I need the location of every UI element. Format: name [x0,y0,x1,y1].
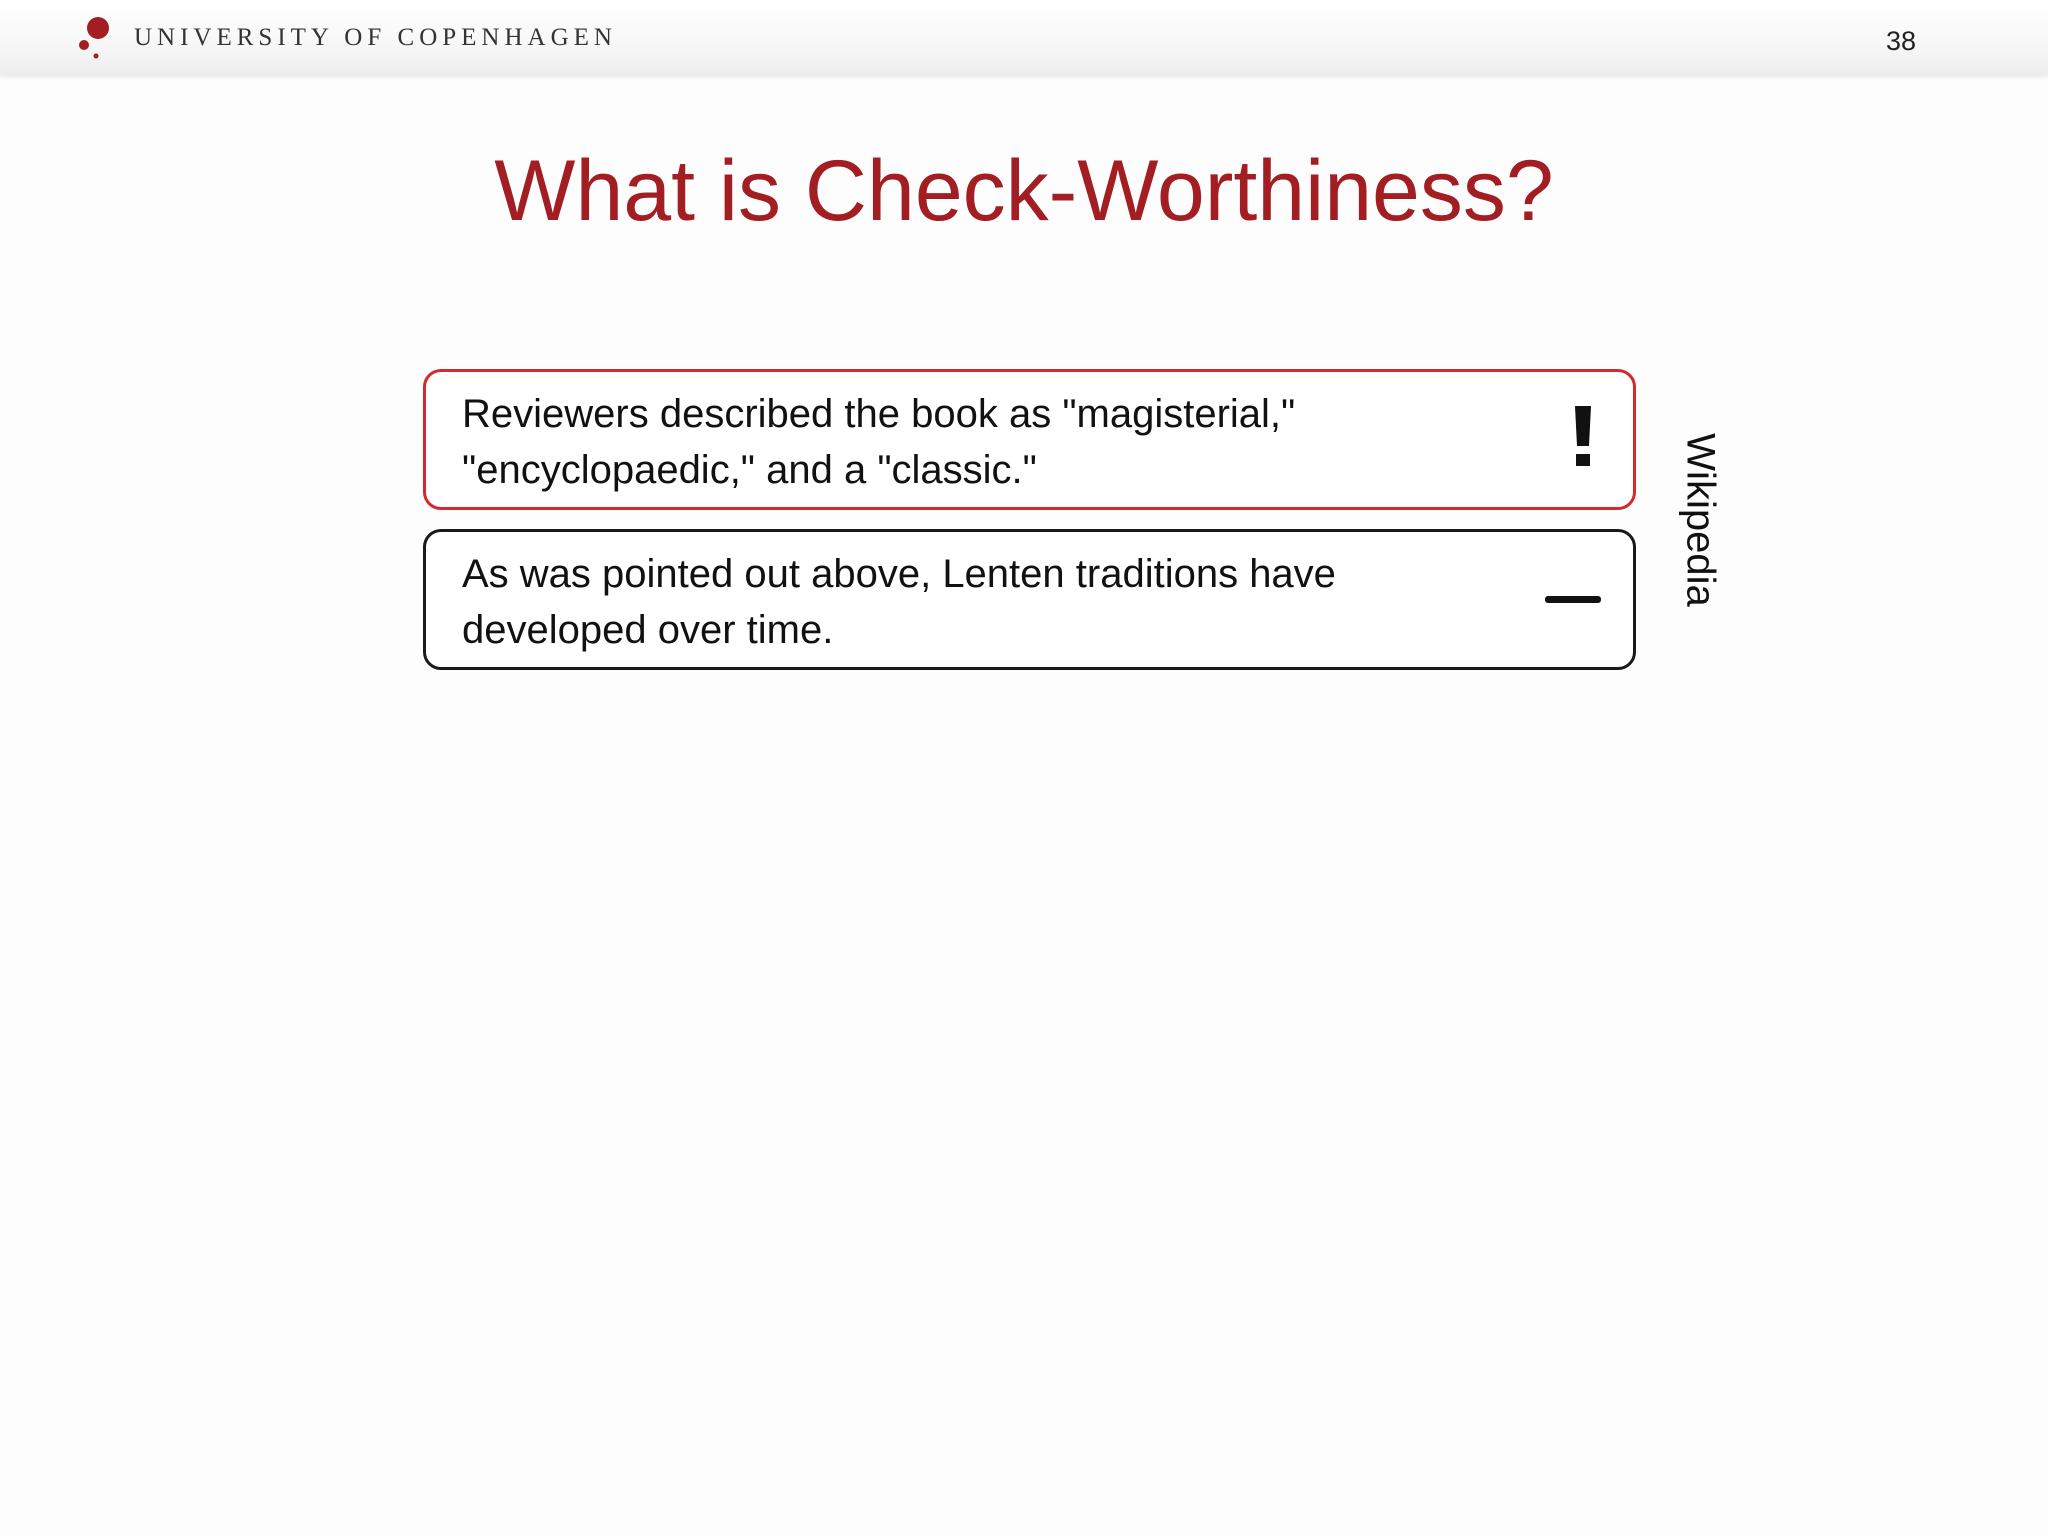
checkworthy-example-box [423,369,1636,510]
page-number: 38 [1885,26,1916,56]
not-checkworthy-example-box [423,529,1636,670]
slide-header [0,0,2048,76]
example-text-line: As was pointed out above, Lenten traditions have [462,552,1336,596]
source-label: Wikipedia [1678,433,1723,607]
example-text [462,546,1462,658]
university-logo-icon [76,14,112,62]
slide-title: What is Check-Worthiness? [494,143,1554,239]
example-text-line: "encyclopaedic," and a "classic." [462,448,1037,492]
example-text-line: Reviewers described the book as "magisterial," [462,392,1296,436]
example-text-line: developed over time. [462,608,834,652]
university-name: UNIVERSITY OF COPENHAGEN [134,24,617,51]
example-text [462,386,1462,498]
dash-icon [1543,560,1603,640]
exclamation-icon [1563,400,1603,480]
